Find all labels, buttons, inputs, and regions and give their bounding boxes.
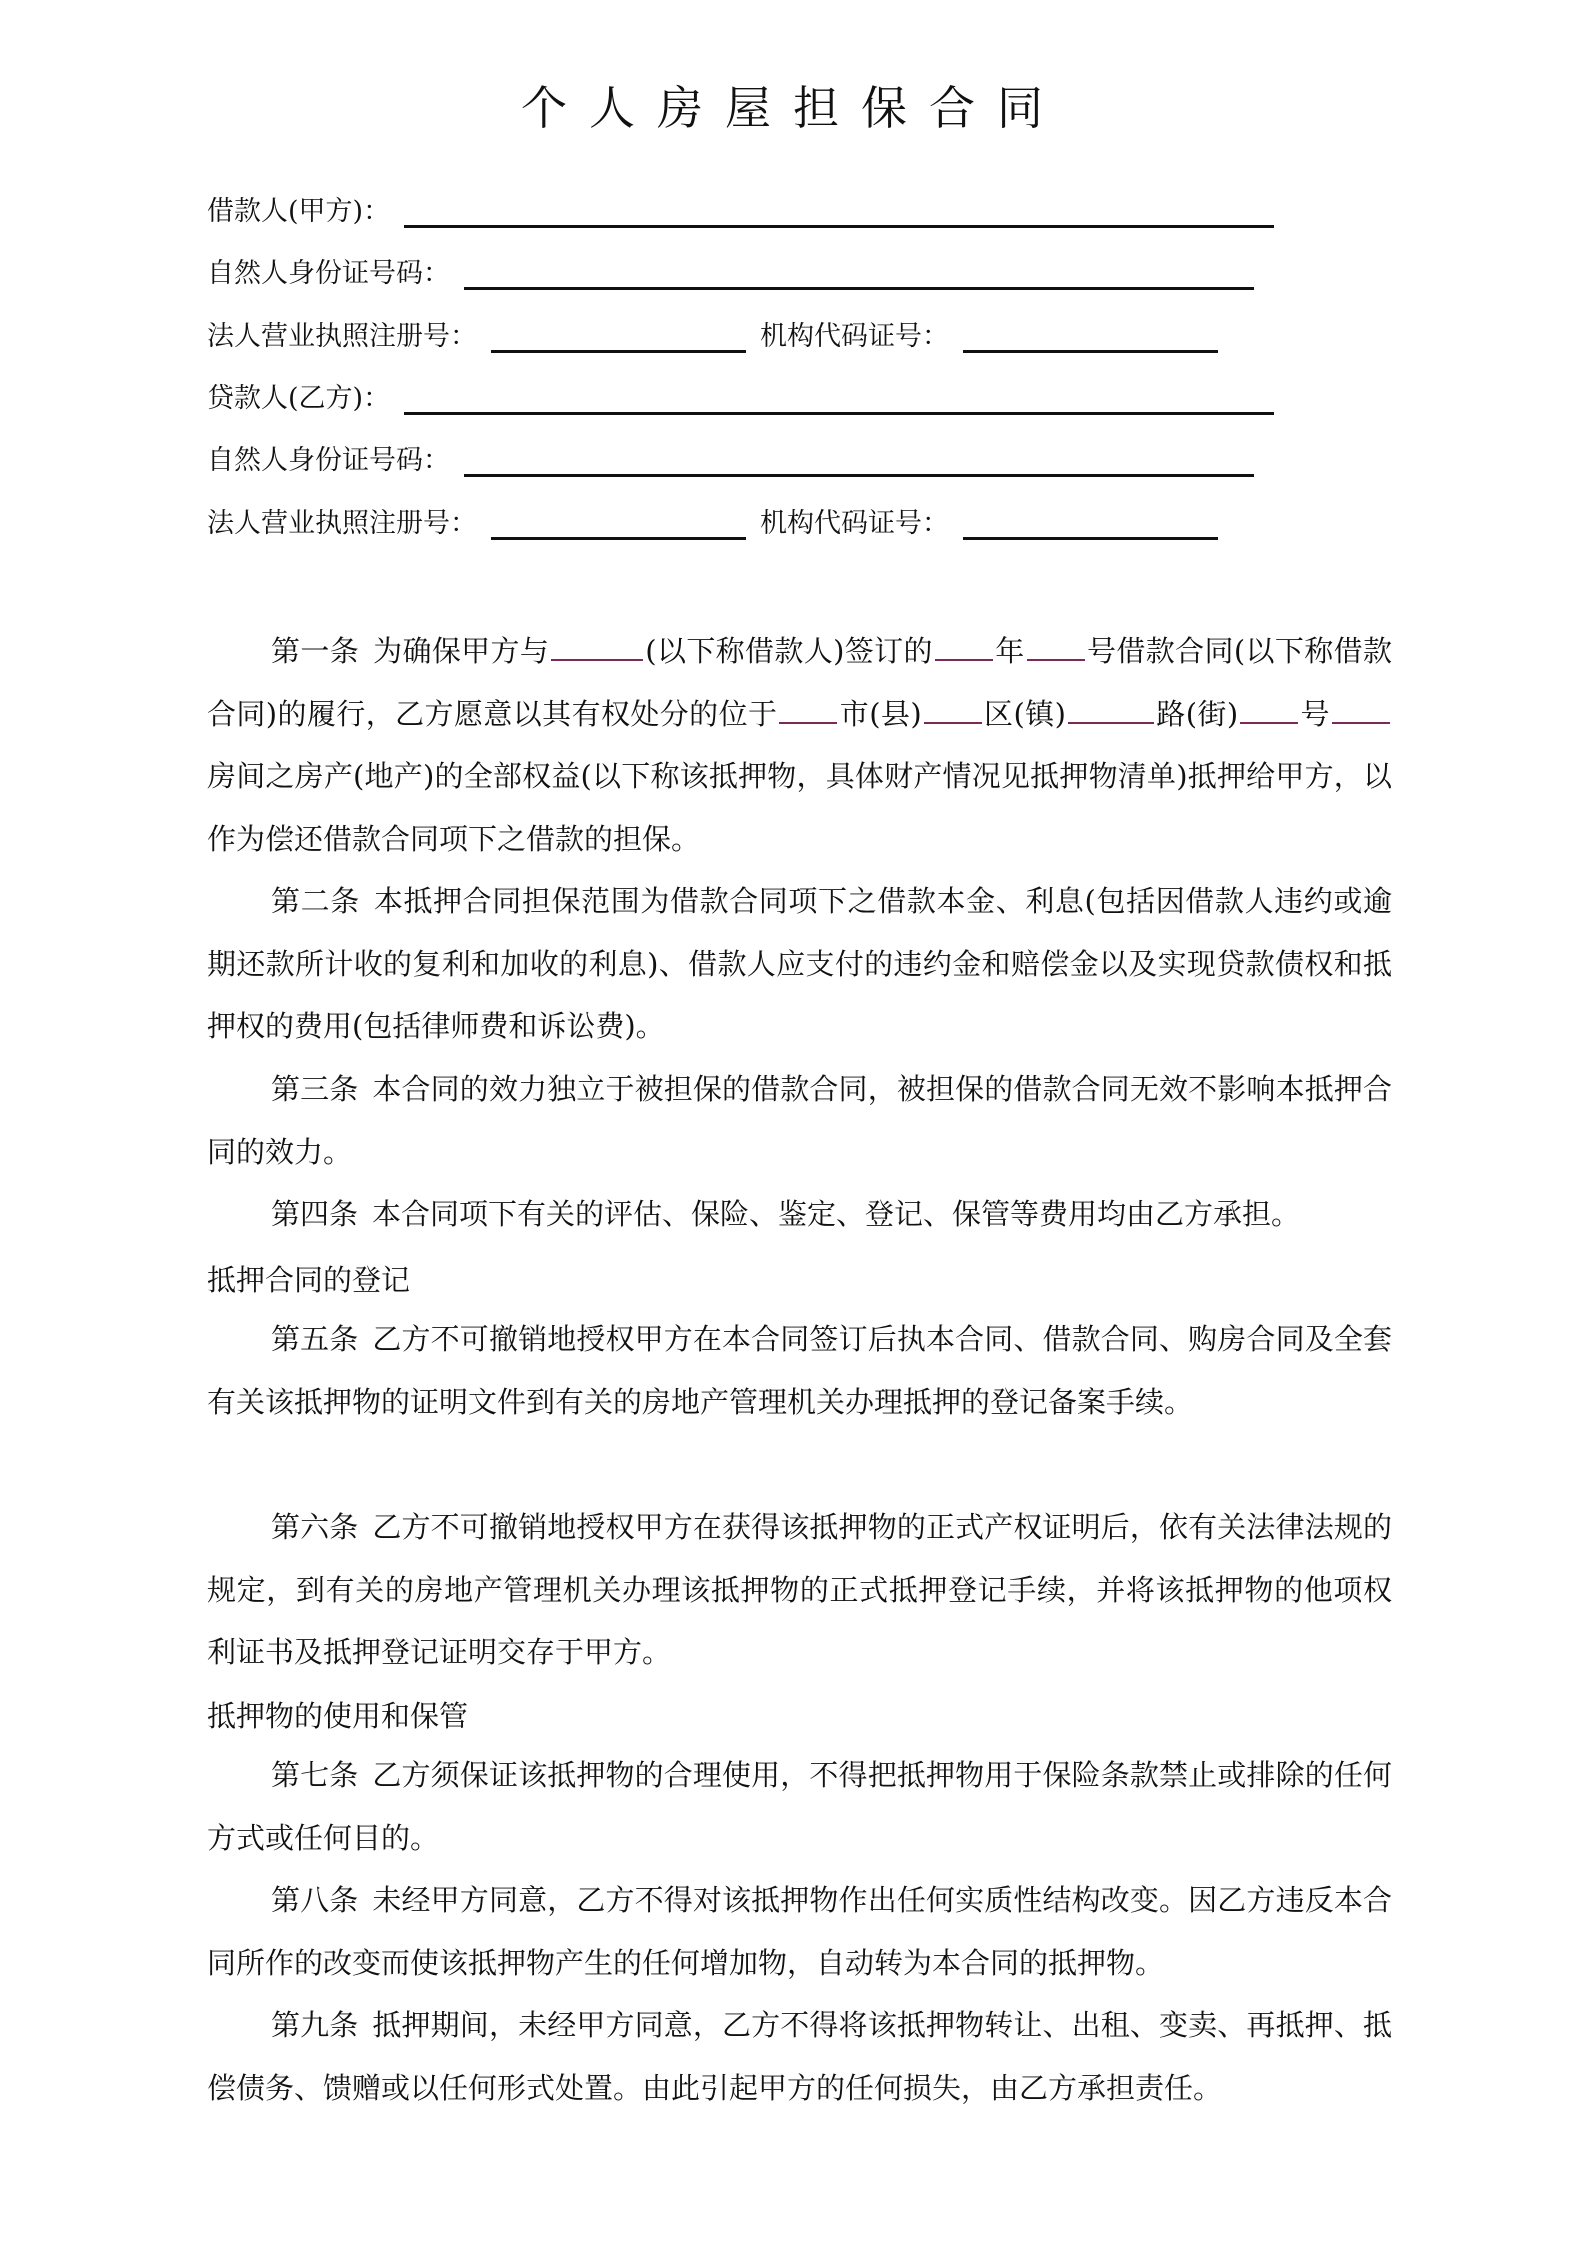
district-blank[interactable] (924, 696, 982, 724)
article-9 (207, 1994, 1392, 2119)
article-text: 本合同的效力独立于被担保的借款合同，被担保的借款合同无效不影响本抵押合同的效力。 (207, 1072, 1392, 1169)
lender-org-code-label: 机构代码证号： (760, 508, 949, 539)
section-heading-registration: 抵押合同的登记 (207, 1263, 411, 1297)
article-text: 号 (1300, 696, 1330, 731)
borrower-org-code-label: 机构代码证号： (760, 321, 949, 352)
article-8 (207, 1869, 1392, 1994)
borrower-id-row (207, 250, 1254, 290)
lender-label: 贷款人(乙方)： (207, 383, 391, 414)
article-text: 为确保甲方与 (373, 634, 550, 668)
article-number: 第四条 (271, 1197, 359, 1231)
article-text: 区(镇) (983, 696, 1066, 731)
borrower-license-field[interactable] (491, 320, 746, 353)
lender-id-field[interactable] (464, 444, 1254, 477)
contract-number-blank[interactable] (1027, 633, 1085, 661)
article-2 (207, 870, 1392, 1058)
year-blank[interactable] (935, 633, 993, 661)
article-number: 第六条 (271, 1510, 359, 1544)
article-1 (207, 620, 1392, 870)
article-7 (207, 1744, 1392, 1869)
article-3 (207, 1058, 1392, 1183)
borrower-license-row (207, 313, 1218, 353)
article-number: 第八条 (271, 1883, 359, 1917)
borrower-id-field[interactable] (464, 257, 1254, 290)
number-blank[interactable] (1240, 696, 1298, 724)
lender-license-row (207, 500, 1218, 540)
article-text: 乙方不可撤销地授权甲方在本合同签订后执本合同、借款合同、购房合同及全套有关该抵押物的证明文件到有关的房地产管理机关办理抵押的登记备案手续。 (207, 1322, 1392, 1419)
article-text: 房间之房产(地产)的全部权益(以下称该抵押物，具体财产情况见抵押物清单)抵押给甲方，以作为偿还借款合同项下之借款的担保。 (207, 759, 1392, 856)
article-text: 年 (994, 634, 1025, 668)
borrower-field[interactable] (404, 195, 1274, 228)
article-text: 本抵押合同担保范围为借款合同项下之借款本金、利息(包括因借款人违约或逾期还款所计收的复利和加收的利息)、借款人应支付的违约金和赔偿金以及实现贷款债权和抵押权的费用(包括律师费和诉讼费)。 (207, 884, 1392, 1043)
article-text: 乙方不可撤销地授权甲方在获得该抵押物的正式产权证明后，依有关法律法规的规定，到有关的房地产管理机关办理该抵押物的正式抵押登记手续，并将该抵押物的他项权利证书及抵押登记证明交存于甲方。 (207, 1510, 1392, 1669)
article-text: 路(街) (1155, 696, 1239, 731)
article-text: 市(县) (839, 696, 922, 731)
article-text: 号借款合同(以下称借款合同)的履行，乙方愿意以其有权处分的位于 (207, 634, 1392, 731)
article-number: 第七条 (271, 1758, 359, 1792)
article-text: 乙方须保证该抵押物的合理使用，不得把抵押物用于保险条款禁止或排除的任何方式或任何目的。 (207, 1758, 1392, 1855)
article-6 (207, 1496, 1392, 1684)
lender-id-label: 自然人身份证号码： (207, 445, 450, 476)
article-number: 第五条 (271, 1322, 359, 1356)
article-number: 第九条 (271, 2008, 359, 2042)
article-text: 抵押期间，未经甲方同意，乙方不得将该抵押物转让、出租、变卖、再抵押、抵偿债务、馈赠或以任何形式处置。由此引起甲方的任何损失，由乙方承担责任。 (207, 2008, 1392, 2105)
borrower-blank[interactable] (551, 633, 643, 661)
article-text: 未经甲方同意，乙方不得对该抵押物作出任何实质性结构改变。因乙方违反本合同所作的改变而使该抵押物产生的任何增加物，自动转为本合同的抵押物。 (207, 1883, 1392, 1980)
section-heading-use-and-custody: 抵押物的使用和保管 (207, 1699, 469, 1733)
room-blank[interactable] (1332, 696, 1390, 724)
article-number: 第三条 (271, 1072, 359, 1106)
document-title: 个人房屋担保合同 (521, 81, 1065, 135)
lender-id-row (207, 437, 1254, 477)
lender-license-label: 法人营业执照注册号： (207, 508, 477, 539)
lender-field[interactable] (404, 382, 1274, 415)
borrower-label: 借款人(甲方)： (207, 196, 391, 227)
lender-license-field[interactable] (491, 507, 746, 540)
borrower-org-code-field[interactable] (963, 320, 1218, 353)
road-blank[interactable] (1068, 696, 1154, 724)
article-4 (207, 1183, 1392, 1246)
article-text: (以下称借款人)签订的 (645, 634, 933, 668)
lender-row (207, 375, 1274, 415)
article-5 (207, 1308, 1392, 1433)
article-text: 本合同项下有关的评估、保险、鉴定、登记、保管等费用均由乙方承担。 (372, 1197, 1301, 1231)
borrower-id-label: 自然人身份证号码： (207, 258, 450, 289)
article-number: 第一条 (271, 634, 360, 668)
borrower-license-label: 法人营业执照注册号： (207, 321, 477, 352)
article-number: 第二条 (271, 884, 360, 918)
lender-org-code-field[interactable] (963, 507, 1218, 540)
borrower-row (207, 188, 1274, 228)
city-blank[interactable] (779, 696, 837, 724)
